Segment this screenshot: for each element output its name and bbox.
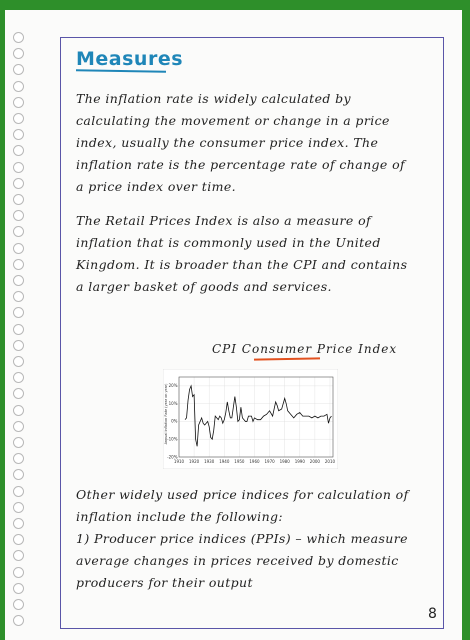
binding-hole — [13, 453, 24, 464]
binding-hole — [13, 469, 24, 480]
binding-hole — [13, 372, 24, 383]
x-tick-label: 2000 — [309, 459, 320, 464]
y-tick-label: -20% — [167, 454, 178, 460]
binding-hole — [13, 48, 24, 59]
binding-hole — [13, 421, 24, 432]
paragraph-other-indices: Other widely used price indices for calculation of inflation include the following: — [76, 487, 409, 524]
binding-hole — [13, 32, 24, 43]
chart-caption: CPI Consumer Price Index — [212, 342, 398, 356]
x-tick-label: 1980 — [279, 459, 290, 464]
binding-hole — [13, 291, 24, 302]
x-tick-label: 1910 — [173, 459, 185, 464]
binding-hole — [13, 324, 24, 335]
x-tick-label: 1960 — [249, 459, 260, 464]
page-title: Measures — [76, 48, 184, 70]
binding-hole — [13, 388, 24, 399]
y-tick-label: 10% — [168, 400, 178, 406]
binding-hole — [13, 534, 24, 545]
chart-background — [163, 369, 338, 469]
binding-hole — [13, 64, 24, 75]
binding-hole — [13, 275, 24, 286]
page-number: 8 — [428, 606, 437, 622]
binding-hole — [13, 129, 24, 140]
binding-hole — [13, 178, 24, 189]
cpi-chart — [163, 369, 338, 469]
binding-hole — [13, 518, 24, 529]
page-frame-right — [462, 0, 470, 640]
binding-hole — [13, 340, 24, 351]
paragraph-rpi: The Retail Prices Index is also a measure of inflation that is commonly used in the United Kingdom. It is broader than the CPI and contains a larger basket of goods and services. — [76, 213, 408, 294]
binding-holes — [13, 32, 27, 632]
cpi-chart-svg — [163, 369, 338, 469]
y-tick-label: 20% — [168, 383, 178, 389]
binding-hole — [13, 243, 24, 254]
binding-hole — [13, 145, 24, 156]
binding-hole — [13, 113, 24, 124]
binding-hole — [13, 437, 24, 448]
x-tick-label: 2010 — [324, 459, 336, 464]
binding-hole — [13, 615, 24, 626]
binding-hole — [13, 226, 24, 237]
x-tick-label: 1930 — [204, 459, 215, 464]
binding-hole — [13, 567, 24, 578]
y-tick-label: -10% — [167, 436, 178, 442]
binding-hole — [13, 405, 24, 416]
paragraph-ppi: 1) Producer price indices (PPIs) – which measure average changes in prices received by domestic producers for their output — [76, 531, 408, 590]
binding-hole — [13, 486, 24, 497]
y-tick-label: 0% — [171, 418, 178, 424]
binding-hole — [13, 162, 24, 173]
x-tick-label: 1950 — [234, 459, 245, 464]
x-tick-label: 1920 — [189, 459, 200, 464]
x-tick-label: 1970 — [264, 459, 275, 464]
y-axis-label: Annual Inflation Rate (year on year) — [164, 383, 168, 445]
binding-hole — [13, 81, 24, 92]
binding-hole — [13, 97, 24, 108]
x-tick-label: 1990 — [294, 459, 305, 464]
binding-hole — [13, 550, 24, 561]
binding-hole — [13, 502, 24, 513]
binding-hole — [13, 210, 24, 221]
paragraph-intro: The inflation rate is widely calculated by calculating the movement or change in a price index, usually the consumer price index. The inflation rate is the percentage rate of change of a price index over time. — [76, 91, 406, 194]
binding-hole — [13, 599, 24, 610]
binding-hole — [13, 583, 24, 594]
binding-hole — [13, 194, 24, 205]
x-tick-label: 1940 — [219, 459, 230, 464]
binding-hole — [13, 356, 24, 367]
binding-hole — [13, 259, 24, 270]
binding-hole — [13, 307, 24, 318]
x-tick-labels — [174, 459, 336, 464]
